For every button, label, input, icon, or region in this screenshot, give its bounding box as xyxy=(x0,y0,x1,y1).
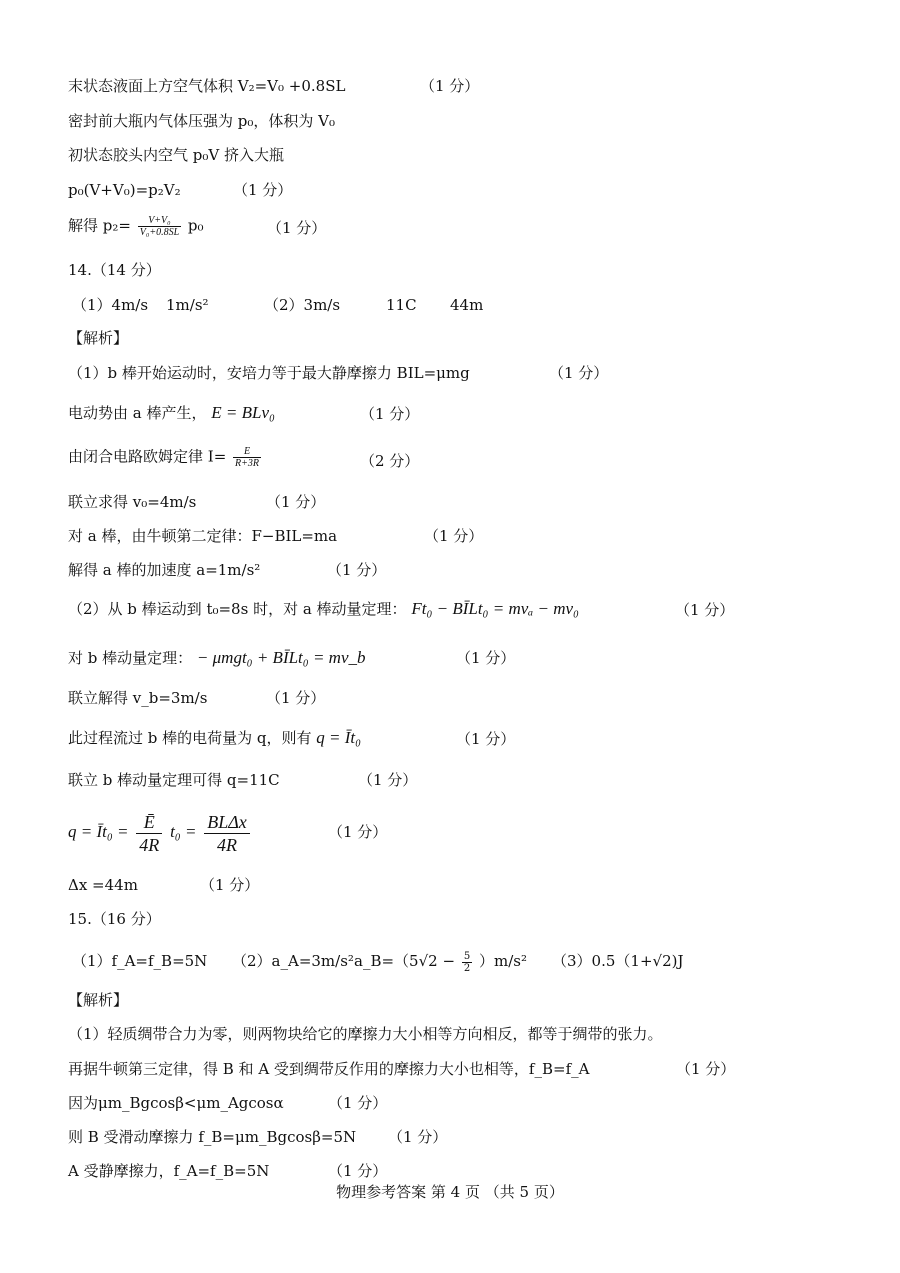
score-mark: （1 分） xyxy=(456,730,516,748)
fraction-numerator: Ē xyxy=(136,811,162,834)
formula-text: 此过程流过 b 棒的电荷量为 q，则有 xyxy=(68,729,312,747)
page-footer: 物理参考答案 第 4 页 （共 5 页） xyxy=(336,1183,564,1201)
score-mark: （1 分） xyxy=(328,823,388,841)
text-line: 则 B 受滑动摩擦力 f_B=μm_Bgcosβ=5N xyxy=(68,1128,357,1146)
formula-line xyxy=(68,728,361,748)
text-line: A 受静摩擦力，f_A=f_B=5N xyxy=(68,1162,270,1180)
answer-item: 44m xyxy=(450,296,484,314)
text-line: 对 a 棒，由牛顿第二定律：F−BIL=ma xyxy=(68,527,338,545)
formula-text: a_B=（5√2 − xyxy=(354,952,456,970)
formula-text: p₀ xyxy=(187,216,204,235)
equation: − μmgt₀ + BĪLt₀ = mv_b xyxy=(196,648,366,667)
formula-text: ）m/s² xyxy=(478,952,527,970)
equation: Ft₀ − BĪLt₀ = mvₐ − mv₀ xyxy=(411,599,579,618)
fraction-denominator: V₀+0.8SL xyxy=(139,227,180,238)
answer-item: （3）0.5（1+√2)J xyxy=(552,952,684,970)
score-mark: （1 分） xyxy=(424,527,484,545)
score-mark: （1 分） xyxy=(360,405,420,423)
score-mark: （1 分） xyxy=(328,1162,388,1180)
fraction xyxy=(136,811,162,856)
fraction xyxy=(233,446,261,469)
text-line: 联立 b 棒动量定理可得 q=11C xyxy=(68,771,280,789)
score-mark: （1 分） xyxy=(388,1128,448,1146)
equation: q = Īt₀ = xyxy=(68,822,129,841)
text-line: （1）b 棒开始运动时，安培力等于最大静摩擦力 BIL=μmg xyxy=(68,364,470,382)
formula-text: 解得 p₂= xyxy=(68,216,131,235)
text-line: p₀(V+V₀)=p₂V₂ xyxy=(68,181,181,199)
equation: q = Īt₀ xyxy=(316,728,362,747)
text-line: 因为μm_Bgcosβ<μm_Agcosα xyxy=(68,1094,284,1112)
fraction xyxy=(138,215,181,238)
text-line: （1）轻质绸带合力为零，则两物块给它的摩擦力大小相等方向相反，都等于绸带的张力。 xyxy=(68,1025,663,1043)
fraction xyxy=(462,951,472,974)
text-line: 初状态胶头内空气 p₀V 挤入大瓶 xyxy=(68,146,284,164)
score-mark: （1 分） xyxy=(267,219,327,237)
formula-text: 电动势由 a 棒产生， xyxy=(68,404,207,422)
formula-line xyxy=(68,808,253,856)
score-mark: （2 分） xyxy=(360,452,420,470)
question-heading: 15.（16 分） xyxy=(68,910,161,928)
answer-item: （1）f_A=f_B=5N xyxy=(72,952,208,970)
score-mark: （1 分） xyxy=(549,364,609,382)
fraction-numerator: E xyxy=(233,446,261,458)
fraction-denominator: 4R xyxy=(139,834,160,855)
answer-item: 11C xyxy=(386,296,417,314)
fraction-denominator: 4R xyxy=(216,834,237,855)
fraction xyxy=(204,811,250,856)
text-line: 联立求得 v₀=4m/s xyxy=(68,493,197,511)
analysis-heading: 【解析】 xyxy=(68,991,129,1009)
formula-text: （2）从 b 棒运动到 t₀=8s 时，对 a 棒动量定理： xyxy=(68,600,407,618)
score-mark: （1 分） xyxy=(266,689,326,707)
analysis-heading: 【解析】 xyxy=(68,329,129,347)
formula-text: 对 b 棒动量定理： xyxy=(68,649,193,667)
text-line: 再据牛顿第三定律，得 B 和 A 受到绸带反作用的摩擦力大小也相等，f_B=f_A xyxy=(68,1060,590,1078)
score-mark: （1 分） xyxy=(200,876,260,894)
text-line: 密封前大瓶内气体压强为 p₀，体积为 V₀ xyxy=(68,112,335,130)
formula-line xyxy=(68,648,366,668)
fraction-numerator: V+V₀ xyxy=(138,215,181,227)
formula-line xyxy=(68,599,579,619)
fraction-numerator: BLΔx xyxy=(204,811,250,834)
score-mark: （1 分） xyxy=(233,181,293,199)
fraction-numerator: 5 xyxy=(463,950,471,962)
answer-item xyxy=(354,947,527,975)
answer-item: （1）4m/s xyxy=(72,296,149,314)
answer-item: （2）a_A=3m/s² xyxy=(232,952,354,970)
text-line: 联立解得 v_b=3m/s xyxy=(68,689,208,707)
text-line: Δx =44m xyxy=(68,876,138,894)
formula-line xyxy=(68,403,275,423)
equation: t₀ = xyxy=(170,822,197,841)
formula-line xyxy=(68,215,204,238)
score-mark: （1 分） xyxy=(456,649,516,667)
fraction-denominator: 2 xyxy=(463,962,471,974)
score-mark: （1 分） xyxy=(328,1094,388,1112)
equation: E = BLv₀ xyxy=(211,403,275,422)
score-mark: （1 分） xyxy=(358,771,418,789)
fraction-denominator: R+3R xyxy=(235,458,260,469)
question-heading: 14.（14 分） xyxy=(68,261,161,279)
score-mark: （1 分） xyxy=(675,601,735,619)
score-mark: （1 分） xyxy=(676,1060,736,1078)
score-mark: （1 分） xyxy=(266,493,326,511)
score-mark: （1 分） xyxy=(420,77,480,95)
answer-item: 1m/s² xyxy=(166,296,209,314)
text-line: 解得 a 棒的加速度 a=1m/s² xyxy=(68,561,261,579)
formula-line xyxy=(68,446,263,469)
answer-item: （2）3m/s xyxy=(264,296,341,314)
text-line: 末状态液面上方空气体积 V₂=V₀ +0.8SL xyxy=(68,77,346,95)
score-mark: （1 分） xyxy=(327,561,387,579)
formula-text: 由闭合电路欧姆定律 I= xyxy=(68,447,227,466)
